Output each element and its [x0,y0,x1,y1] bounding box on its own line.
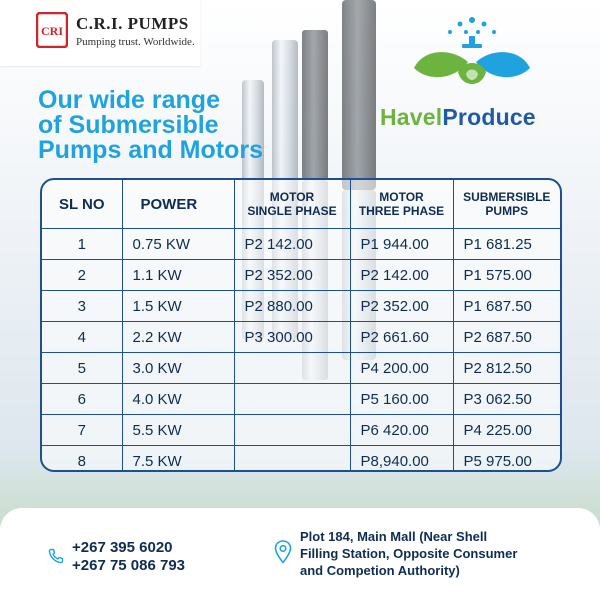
location-pin-icon [274,540,292,564]
cell-motor-three-phase: P1 944.00 [350,229,453,260]
cell-motor-single-phase [234,353,350,384]
store-address [300,528,570,579]
header-submersible-pumps [453,180,560,229]
cri-brand-name: C.R.I. PUMPS [76,14,189,33]
cri-brand-tagline: Pumping trust. Worldwide. [76,36,195,48]
cell-motor-single-phase: P2 880.00 [234,291,350,322]
cell-motor-three-phase: P6 420.00 [350,415,453,446]
price-table-container [40,178,562,472]
cell-submersible-pump: P2 687.50 [453,322,560,353]
cell-motor-three-phase: P2 661.60 [350,322,453,353]
table-row [42,415,560,446]
address-line-2: Filling Station, Opposite Consumer [300,546,518,561]
cell-power: 2.2 KW [122,322,234,353]
cell-power: 0.75 KW [122,229,234,260]
phone-number-1[interactable]: +267 395 6020 [72,539,173,556]
cell-power: 5.5 KW [122,415,234,446]
cell-motor-three-phase: P4 200.00 [350,353,453,384]
page-headline [38,88,328,163]
cell-power: 1.1 KW [122,260,234,291]
address-line-1: Plot 184, Main Mall (Near Shell [300,529,488,544]
cell-motor-three-phase: P5 160.00 [350,384,453,415]
cell-motor-three-phase: P2 142.00 [350,260,453,291]
header-motor-three-line2: THREE PHASE [358,204,445,218]
cell-submersible-pump: P1 687.50 [453,291,560,322]
table-row [42,260,560,291]
cell-sl-no: 5 [42,353,122,384]
cell-power: 7.5 KW [122,446,234,473]
cell-power: 3.0 KW [122,353,234,384]
header-motor-single-phase [234,180,350,229]
havel-produce-logo-icon [410,14,534,98]
cri-brand-header [0,0,200,66]
cell-motor-single-phase: P2 142.00 [234,229,350,260]
cell-sl-no: 7 [42,415,122,446]
cell-motor-three-phase: P8,940.00 [350,446,453,473]
cell-submersible-pump: P5 975.00 [453,446,560,473]
header-submersible-line2: PUMPS [485,204,529,218]
cell-submersible-pump: P1 681.25 [453,229,560,260]
header-sl-no: SL NO [42,180,122,229]
cell-sl-no: 4 [42,322,122,353]
havel-wordmark-part2: Produce [442,104,536,130]
table-header-row [42,180,560,229]
cell-submersible-pump: P1 575.00 [453,260,560,291]
cell-motor-single-phase: P3 300.00 [234,322,350,353]
price-table [42,180,560,472]
cell-motor-single-phase [234,384,350,415]
havel-produce-wordmark [380,104,536,131]
header-motor-single-line1: MOTOR [269,190,315,204]
header-power: POWER [122,180,234,229]
table-row [42,322,560,353]
cell-submersible-pump: P2 812.50 [453,353,560,384]
cell-power: 1.5 KW [122,291,234,322]
phone-icon [48,548,64,564]
cri-logo-icon [36,12,68,48]
phone-number-2[interactable]: +267 75 086 793 [72,557,186,574]
table-row [42,446,560,473]
address-line-3: and Competion Authority) [300,563,460,578]
header-motor-single-line2: SINGLE PHASE [247,204,337,218]
table-row [42,353,560,384]
table-row [42,291,560,322]
cell-sl-no: 6 [42,384,122,415]
cell-sl-no: 8 [42,446,122,473]
phone-numbers [72,539,185,575]
table-row [42,229,560,260]
headline-line-1: Our wide range [38,86,220,114]
svg-text:CRI: CRI [40,24,64,38]
cell-motor-single-phase [234,446,350,473]
table-row [42,384,560,415]
havel-wordmark-part1: Havel [380,104,443,130]
cell-submersible-pump: P4 225.00 [453,415,560,446]
cell-submersible-pump: P3 062.50 [453,384,560,415]
header-submersible-line1: SUBMERSIBLE [463,190,551,204]
header-motor-three-line1: MOTOR [379,190,424,204]
cell-sl-no: 3 [42,291,122,322]
headline-line-3: Pumps and Motors [38,136,264,164]
cell-motor-single-phase [234,415,350,446]
header-motor-three-phase [350,180,453,229]
cell-motor-three-phase: P2 352.00 [350,291,453,322]
headline-line-2: of Submersible [38,111,219,139]
cell-power: 4.0 KW [122,384,234,415]
contact-footer [0,508,600,600]
cell-sl-no: 1 [42,229,122,260]
cell-sl-no: 2 [42,260,122,291]
cell-motor-single-phase: P2 352.00 [234,260,350,291]
